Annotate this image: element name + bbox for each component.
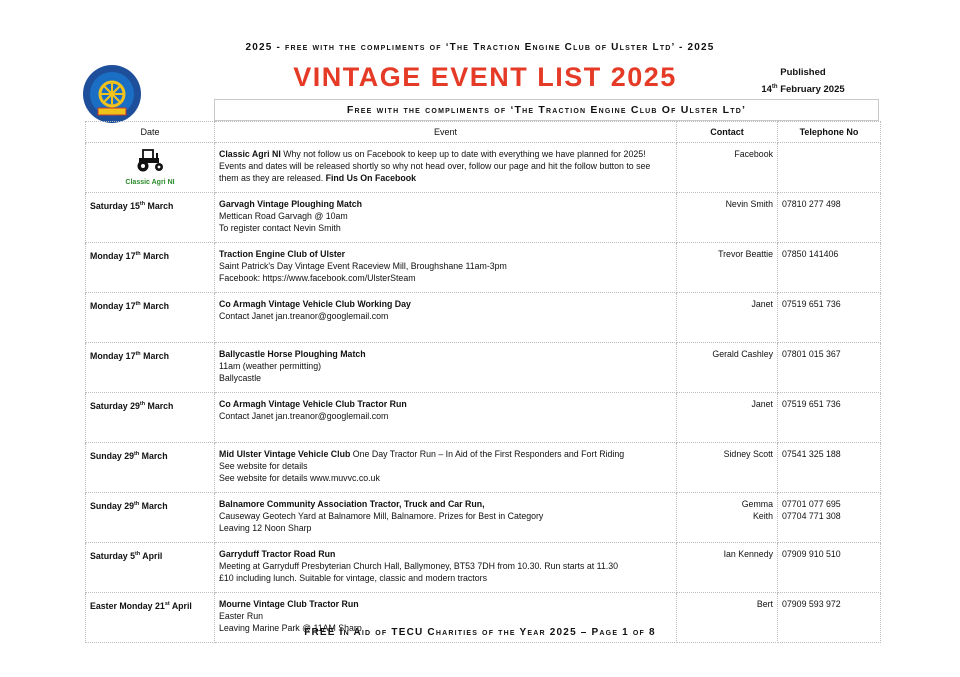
contact-cell: Facebook [677, 143, 778, 193]
table-row [86, 143, 881, 193]
table-row [86, 193, 881, 243]
phone-cell: 07701 077 695 07704 771 308 [778, 493, 881, 543]
date-cell: Monday 17th March [86, 243, 215, 293]
event-cell: Co Armagh Vintage Vehicle Club Tractor Run Contact Janet jan.treanor@googlemail.com [215, 393, 677, 443]
table-row [86, 293, 881, 343]
event-cell: Mourne Vintage Club Tractor Run Easter Run Leaving Marine Park @ 11AM Sharp [215, 593, 677, 643]
phone-cell [778, 143, 881, 193]
contact-cell: Sidney Scott [677, 443, 778, 493]
phone-cell: 07850 141406 [778, 243, 881, 293]
contact-cell: Gemma Keith [677, 493, 778, 543]
date-cell: Saturday 15th March [86, 193, 215, 243]
table-row [86, 243, 881, 293]
phone-cell: 07519 651 736 [778, 393, 881, 443]
table-row [86, 543, 881, 593]
contact-cell: Janet [677, 393, 778, 443]
tractor-icon [133, 148, 167, 172]
phone-cell: 07909 910 510 [778, 543, 881, 593]
classic-agri-logo [86, 143, 215, 193]
event-cell: Mid Ulster Vintage Vehicle Club One Day Tractor Run – In Aid of the First Responders and Fort Riding See website for details See website for details www.muvvc.co.uk [215, 443, 677, 493]
table-row [86, 343, 881, 393]
footer-text: FREE In Aid of TECU Charities of the Year 2025 – Page 1 of 8 [304, 627, 656, 638]
published-date: 14th February 2025 [761, 84, 845, 96]
phone-cell: 07909 593 972 [778, 593, 881, 643]
page-title: VINTAGE EVENT LIST 2025 [293, 62, 677, 92]
header-event: Event [215, 122, 677, 143]
event-cell: Classic Agri NI Why not follow us on Facebook to keep up to date with everything we have planned for 2025! Events and dates will be released shortly so why not head over, follow our page and hit the follow button to see them as they are released. Find Us On Facebook [215, 143, 677, 193]
table-row [86, 443, 881, 493]
event-cell: Ballycastle Horse Ploughing Match 11am (weather permitting) Ballycastle [215, 343, 677, 393]
top-banner: 2025 - free with the compliments of ‘The Traction Engine Club of Ulster Ltd’ - 2025 [245, 42, 715, 53]
contact-cell: Bert [677, 593, 778, 643]
phone-cell: 07810 277 498 [778, 193, 881, 243]
date-cell: Monday 17th March [86, 293, 215, 343]
date-cell: Easter Monday 21st April [86, 593, 215, 643]
contact-cell: Trevor Beattie [677, 243, 778, 293]
events-table [85, 121, 881, 643]
event-cell: Co Armagh Vintage Vehicle Club Working Day Contact Janet jan.treanor@googlemail.com [215, 293, 677, 343]
find-us-facebook-link[interactable]: Find Us On Facebook [325, 173, 417, 183]
date-cell: Sunday 29th March [86, 493, 215, 543]
header-date: Date [86, 122, 215, 143]
published-label: Published [780, 67, 826, 78]
date-cell: Sunday 29th March [86, 443, 215, 493]
date-cell: Saturday 5th April [86, 543, 215, 593]
phone-cell: 07541 325 188 [778, 443, 881, 493]
date-cell: Monday 17th March [86, 343, 215, 393]
subtitle: Free with the compliments of ‘The Traction Engine Club Of Ulster Ltd’ [214, 99, 879, 121]
header-contact: Contact [677, 122, 778, 143]
event-cell: Garvagh Vintage Ploughing Match Mettican Road Garvagh @ 10am To register contact Nevin Smith [215, 193, 677, 243]
phone-cell: 07801 015 367 [778, 343, 881, 393]
contact-cell: Janet [677, 293, 778, 343]
table-header-row [86, 122, 881, 143]
date-cell: Saturday 29th March [86, 393, 215, 443]
tecu-logo-icon [82, 64, 142, 124]
classic-agri-label: Classic Agri NI [125, 179, 175, 186]
contact-cell: Nevin Smith [677, 193, 778, 243]
header-phone: Telephone No [778, 122, 881, 143]
event-cell: Balnamore Community Association Tractor, Truck and Car Run, Causeway Geotech Yard at Balnamore Mill, Balnamore. Prizes for Best in Category Leaving 12 Noon Sharp [215, 493, 677, 543]
contact-cell: Ian Kennedy [677, 543, 778, 593]
contact-cell: Gerald Cashley [677, 343, 778, 393]
event-cell: Traction Engine Club of Ulster Saint Patrick's Day Vintage Event Raceview Mill, Broughshane 11am-3pm Facebook: https://www.facebook.com/UlsterSteam [215, 243, 677, 293]
table-row [86, 393, 881, 443]
phone-cell: 07519 651 736 [778, 293, 881, 343]
event-cell: Garryduff Tractor Road Run Meeting at Garryduff Presbyterian Church Hall, Ballymoney, BT53 7DH from 10.30. Run starts at 11.30 £10 including lunch. Suitable for vintage, classic and modern tractors [215, 543, 677, 593]
table-row [86, 493, 881, 543]
